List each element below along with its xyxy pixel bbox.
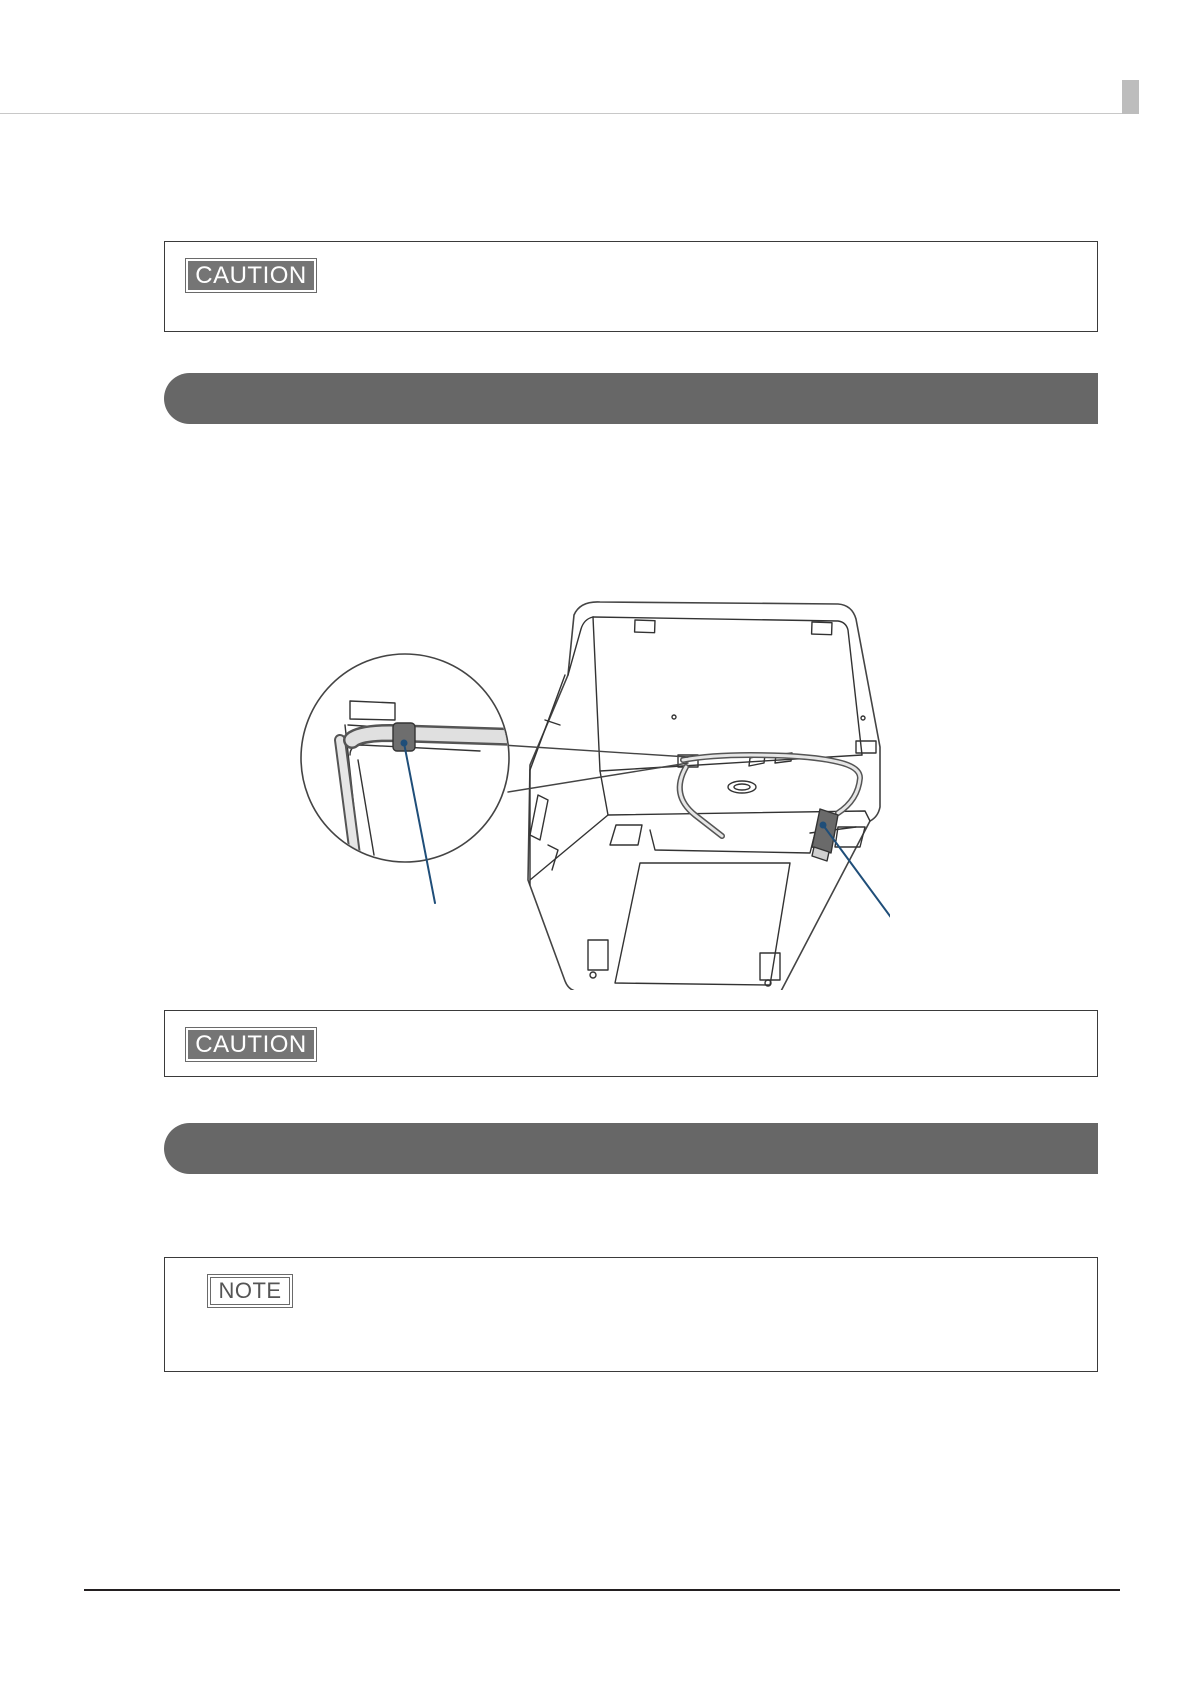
note-badge — [207, 1274, 293, 1308]
caution-box — [164, 1010, 1098, 1077]
section-heading-bar — [164, 373, 1098, 424]
printer-underside-cable-routing-icon — [290, 595, 890, 990]
caution-badge — [185, 258, 317, 293]
footer-rule — [84, 1589, 1120, 1591]
printer-body — [528, 602, 880, 990]
section-heading-bar — [164, 1123, 1098, 1174]
chapter-tab — [1122, 80, 1139, 114]
note-box — [164, 1257, 1098, 1372]
caution-box — [164, 241, 1098, 332]
caution-badge — [185, 1027, 317, 1062]
caution-badge-label: CAUTION — [188, 261, 314, 290]
header-rule — [0, 113, 1130, 114]
note-badge-label: NOTE — [210, 1277, 290, 1305]
caution-badge-label: CAUTION — [188, 1030, 314, 1059]
